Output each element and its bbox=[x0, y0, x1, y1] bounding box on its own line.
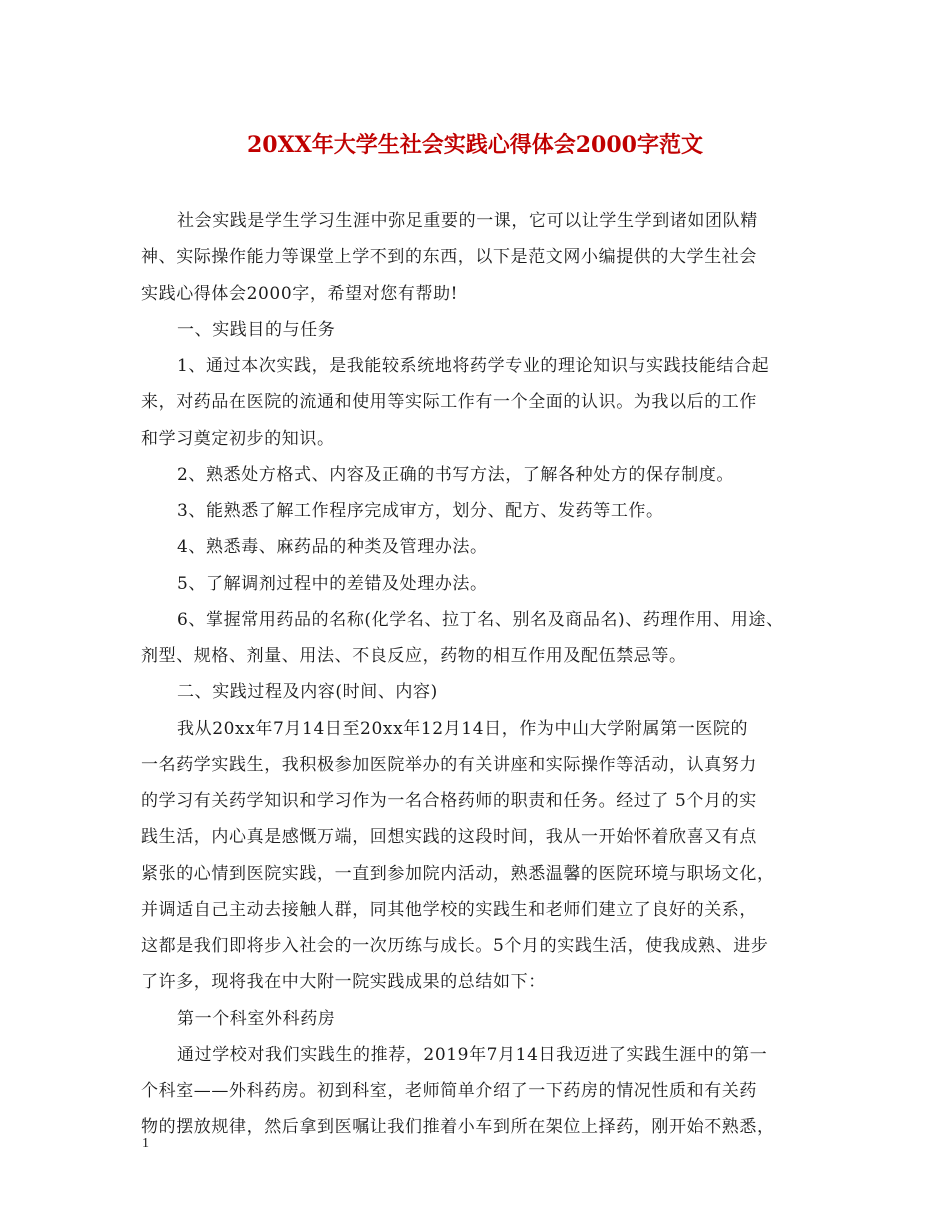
paragraph-line: 物的摆放规律，然后拿到医嘱让我们推着小车到所在架位上择药，刚开始不熟悉， bbox=[141, 1117, 775, 1138]
paragraph-line: 2、熟悉处方格式、内容及正确的书写方法，了解各种处方的保存制度。 bbox=[177, 464, 735, 485]
section-heading: 二、实践过程及内容(时间、内容) bbox=[177, 682, 438, 703]
document-title: 20XX年大学生社会实践心得体会2000字范文 bbox=[247, 132, 703, 158]
subsection-heading: 第一个科室外科药房 bbox=[177, 1008, 336, 1029]
paragraph-line: 神、实际操作能力等课堂上学不到的东西，以下是范文网小编提供的大学生社会 bbox=[141, 247, 757, 268]
document-body bbox=[141, 203, 821, 1146]
paragraph-line: 一名药学实践生，我积极参加医院举办的有关讲座和实际操作等活动，认真努力 bbox=[141, 754, 757, 775]
paragraph-line: 我从20xx年7月14日至20xx年12月14日，作为中山大学附属第一医院的 bbox=[177, 718, 749, 739]
paragraph-line: 践生活，内心真是感慨万端，回想实践的这段时间，我从一开始怀着欣喜又有点 bbox=[141, 827, 757, 848]
paragraph-line: 这都是我们即将步入社会的一次历练与成长。5个月的实践生活，使我成熟、进步 bbox=[141, 936, 769, 956]
section-heading: 一、实践目的与任务 bbox=[177, 319, 336, 340]
paragraph-line: 来，对药品在医院的流通和使用等实际工作有一个全面的认识。为我以后的工作 bbox=[141, 392, 757, 413]
paragraph-line: 紧张的心情到医院实践，一直到参加院内活动，熟悉温馨的医院环境与职场文化， bbox=[141, 863, 775, 884]
paragraph-line: 6、掌握常用药品的名称(化学名、拉丁名、别名及商品名)、药理作用、用途、 bbox=[177, 609, 784, 630]
paragraph-line: 社会实践是学生学习生涯中弥足重要的一课，它可以让学生学到诸如团队精 bbox=[177, 211, 758, 231]
page-number: 1 bbox=[142, 1136, 149, 1151]
paragraph-line: 3、能熟悉了解工作程序完成审方，划分、配方、发药等工作。 bbox=[177, 501, 664, 521]
paragraph-line: 剂型、规格、剂量、用法、不良反应，药物的相互作用及配伍禁忌等。 bbox=[141, 646, 687, 666]
paragraph-line: 个科室——外科药房。初到科室，老师简单介绍了一下药房的情况性质和有关药 bbox=[141, 1081, 757, 1101]
paragraph-line: 和学习奠定初步的知识。 bbox=[141, 428, 335, 449]
paragraph-line: 实践心得体会2000字，希望对您有帮助! bbox=[141, 283, 459, 304]
paragraph-line: 了许多，现将我在中大附一院实践成果的总结如下： bbox=[141, 972, 546, 993]
paragraph-line: 的学习有关药学知识和学习作为一名合格药师的职责和任务。经过了 5个月的实 bbox=[141, 791, 757, 811]
paragraph-line: 4、熟悉毒、麻药品的种类及管理办法。 bbox=[177, 537, 488, 558]
paragraph-line: 1、通过本次实践，是我能较系统地将药学专业的理论知识与实践技能结合起 bbox=[177, 356, 770, 376]
paragraph-line: 并调适自己主动去接触人群，同其他学校的实践生和老师们建立了良好的关系， bbox=[141, 899, 757, 920]
paragraph-line: 通过学校对我们实践生的推荐，2019年7月14日我迈进了实践生涯中的第一 bbox=[177, 1044, 768, 1065]
paragraph-line: 5、了解调剂过程中的差错及处理办法。 bbox=[177, 573, 488, 594]
